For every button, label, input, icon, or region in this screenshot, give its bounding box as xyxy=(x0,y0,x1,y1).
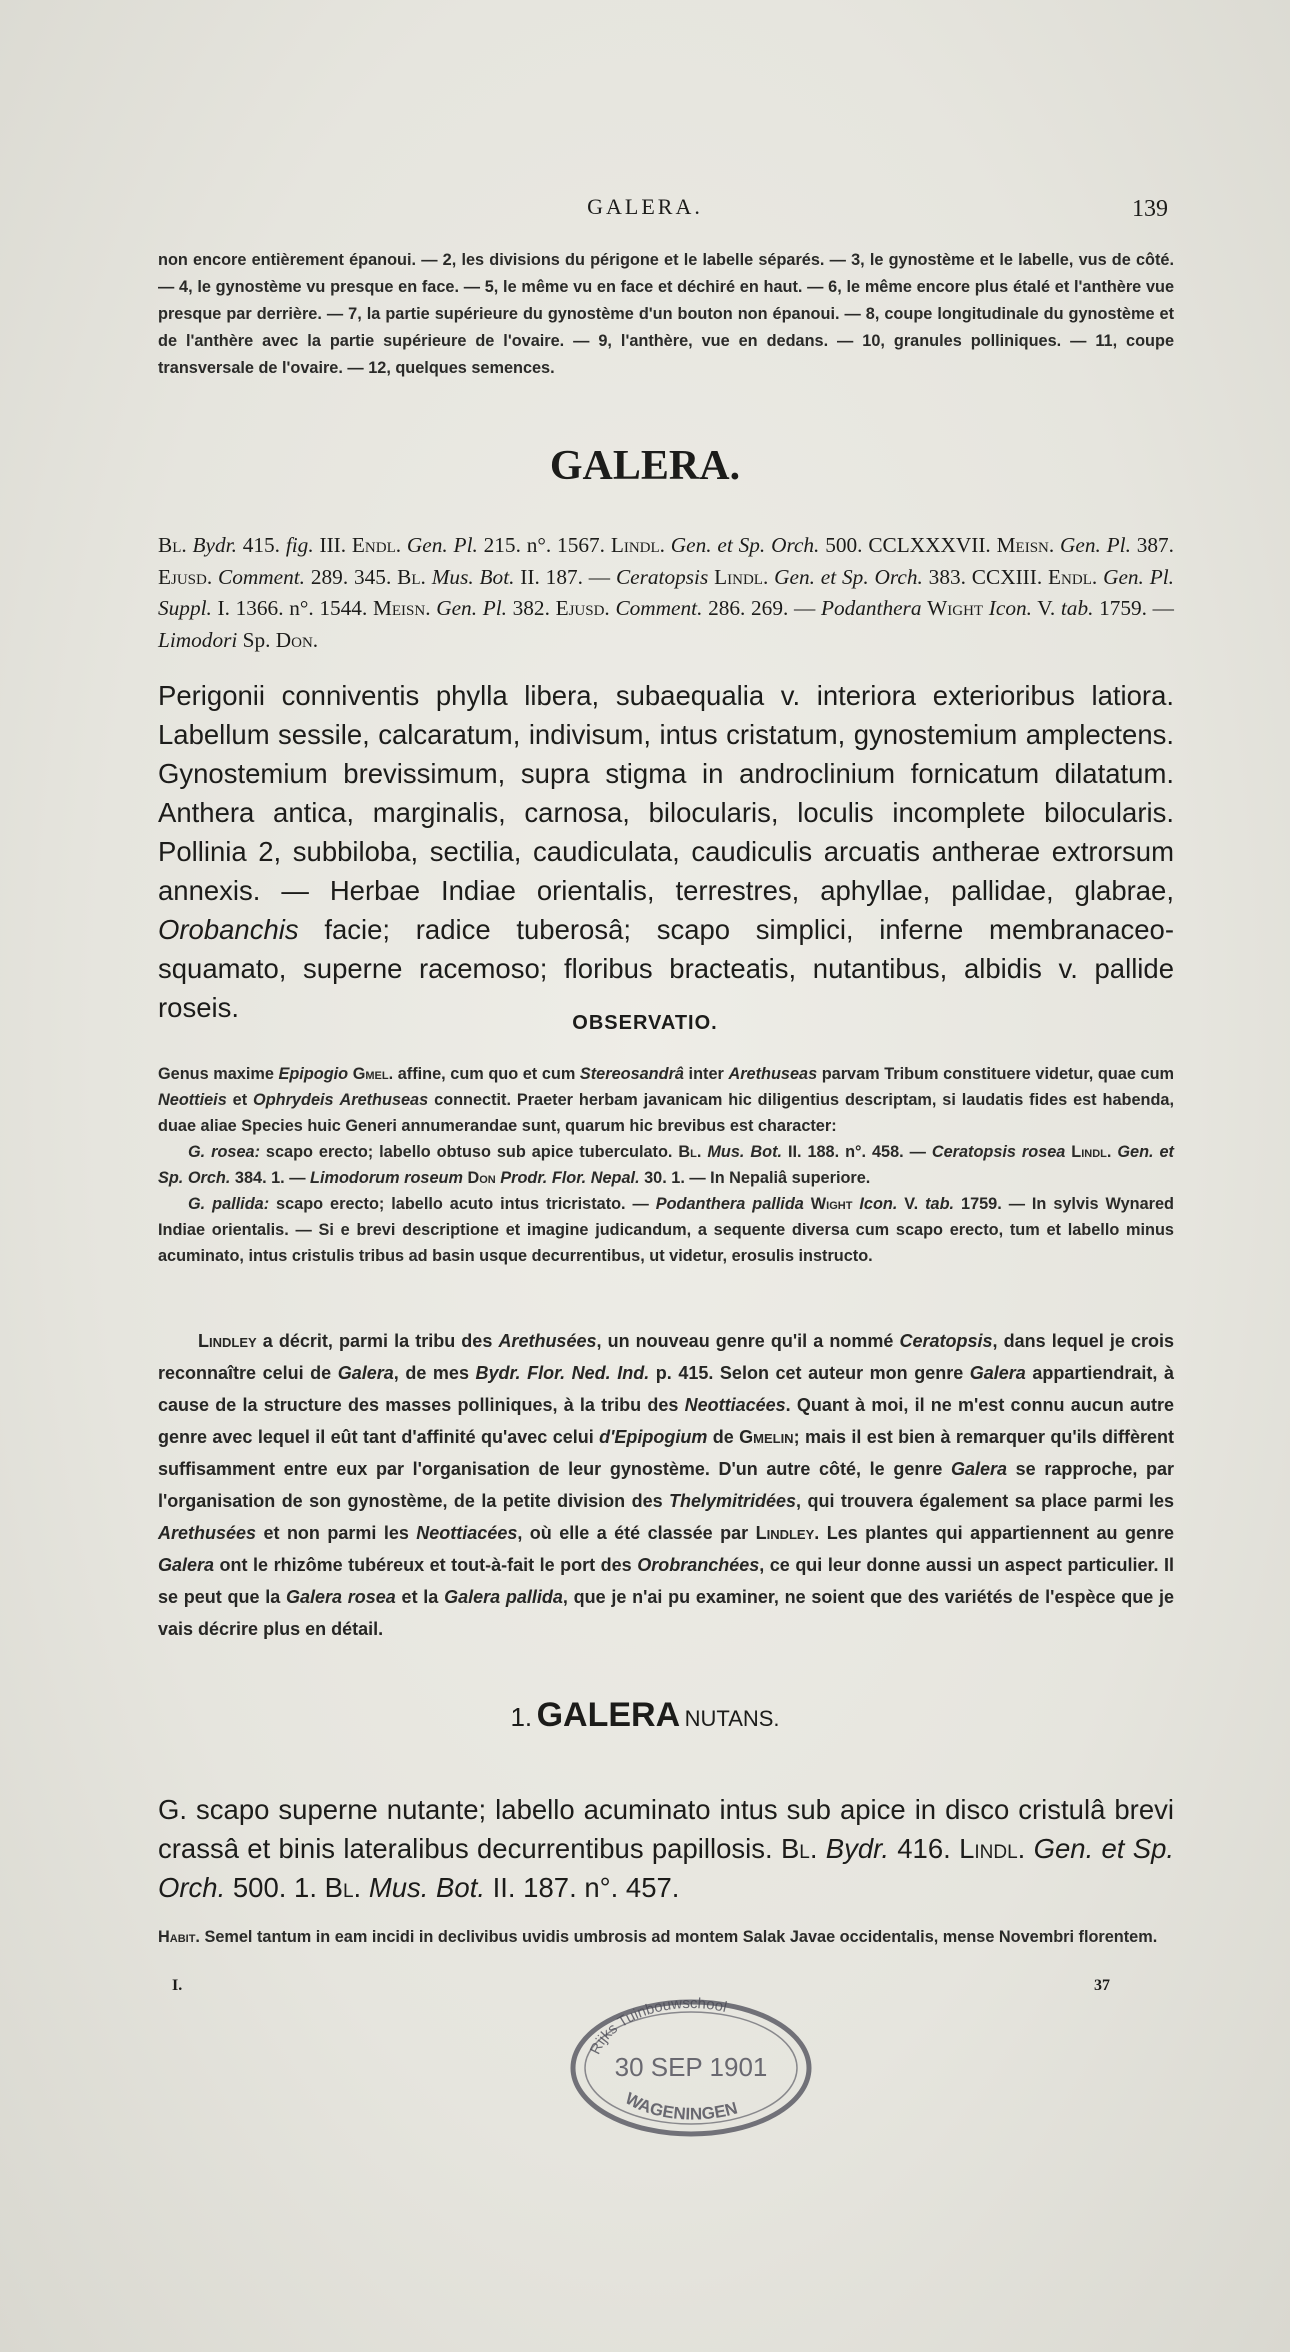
species-note-pallida: G. pallida: scapo erecto; labello acuto intus tricristato. — Podanthera pallida Wight Icon. V. tab. 1759. — In sylvis Wynared Indiae orientalis. — Si e brevi descriptione et imagine judicandum, a sequente diversa cum scapo erecto, tum et labello minus acuminato, intus cristulis tribus ad basin usque decurrentibus, ut videtur, erosulis instructo. xyxy=(158,1195,1174,1265)
genus-title: GALERA. xyxy=(549,443,741,489)
species-description: G. scapo superne nutante; labello acuminato intus sub apice in disco cristulâ brevi crassâ et binis lateralibus decurrentibus papillosis. Bl. Bydr. 416. Lindl. Gen. et Sp. Orch. 500. 1. Bl. Mus. Bot. II. 187. n°. 457. xyxy=(158,1794,1175,1903)
genus-description: Perigonii conniventis phylla libera, subaequalia v. interiora exterioribus latiora. Labellum sessile, calcaratum, indivisum, intus cristatum, gynostemium amplectens. Gynostemium brevissimum, supra stigma in androclinium fornicatum dilatatum. Anthera antica, marginalis, carnosa, bilocularis, loculis incomplete bilocularis. Pollinia 2, subbiloba, sectilia, caudiculata, caudiculis arcuatis antherae extrorsum annexis. — Herbae Indiae orientalis, terrestres, aphyllae, pallidae, glabrae, Orobanchis facie; radice tuberosâ; scapo simplici, inferne membranaceo-squamato, superne racemoso; floribus bracteatis, nutantibus, albidis v. pallide roseis. xyxy=(158,680,1174,1023)
species-note-rosea: G. rosea: scapo erecto; labello obtuso sub apice tuberculato. Bl. Mus. Bot. II. 188. n°. 458. — Ceratopsis rosea Lindl. Gen. et Sp. Orch. 384. 1. — Limodorum roseum Don Prodr. Flor. Nepal. 30. 1. — In Nepaliâ superiore. xyxy=(158,1143,1174,1187)
french-paragraph: Lindley a décrit, parmi la tribu des Arethusées, un nouveau genre qu'il a nommé Ceratopsis, dans lequel je crois reconnaître celui de Galera, de mes Bydr. Flor. Ned. Ind. p. 415. Selon cet auteur mon genre Galera appartiendrait, à cause de la structure des masses polliniques, à la tribu des Neottiacées. Quant à moi, il ne m'est connu aucun autre genre avec lequel il eût tant d'affinité qu'avec celui d'Epipogium de Gmelin; mais il est bien à remarquer qu'ils diffèrent suffisamment entre eux par l'organisation de leur gynostème. D'un autre côté, le genre Galera se rapproche, par l'organisation de son gynostème, de la petite division des Thelymitridées, qui trouvera également sa place parmi les Arethusées et non parmi les Neottiacées, où elle a été classée par Lindley. Les plantes qui appartiennent au genre Galera ont le rhizôme tubéreux et tout-à-fait le port des Orobranchées, ce qui leur donne aussi un aspect particulier. Il se peut que la Galera rosea et la Galera pallida, que je n'ai pu examiner, ne soient que des variétés de l'espèce que je vais décrire plus en détail. xyxy=(158,1331,1175,1639)
page-number: 139 xyxy=(1132,196,1168,222)
observatio-text xyxy=(158,1061,1174,1269)
species-title: 1. GALERA NUTANS. xyxy=(510,1696,780,1734)
signature-number: 37 xyxy=(1094,1977,1110,1994)
volume-marker: I. xyxy=(172,1977,183,1994)
running-title: GALERA. xyxy=(587,194,703,219)
library-stamp xyxy=(556,1990,826,2140)
observatio-heading: OBSERVATIO. xyxy=(572,1012,718,1034)
synonymy: Bl. Bydr. 415. fig. III. Endl. Gen. Pl. 215. n°. 1567. Lindl. Gen. et Sp. Orch. 500. CCLXXXVII. Meisn. Gen. Pl. 387. Ejusd. Comment. 289. 345. Bl. Mus. Bot. II. 187. — Ceratopsis Lindl. Gen. et Sp. Orch. 383. CCXIII. Endl. Gen. Pl. Suppl. I. 1366. n°. 1544. Meisn. Gen. Pl. 382. Ejusd. Comment. 286. 269. — Podanthera Wight Icon. V. tab. 1759. — Limodori Sp. Don. xyxy=(158,533,1175,652)
french-commentary xyxy=(158,1325,1174,1645)
stamp-bottom-text: WAGENINGEN xyxy=(622,2088,740,2124)
stamp-top-text: Rijks Tuinbouwschool xyxy=(586,1994,729,2058)
habitat-note: Habit. Semel tantum in eam incidi in declivibus uvidis umbrosis ad montem Salak Javae occidentalis, mense Novembri florentem. xyxy=(158,1928,1158,1946)
plate-caption: non encore entièrement épanoui. — 2, les divisions du périgone et le labelle séparés. — 3, le gynostème et le labelle, vus de côté. — 4, le gynostème vu presque en face. — 5, le même vu en face et déchiré en haut. — 6, le même encore plus étalé et l'anthère vue presque par derrière. — 7, la partie supérieure du gynostème d'un bouton non épanoui. — 8, coupe longitudinale du gynostème et de l'anthère avec la partie supérieure de l'ovaire. — 9, l'anthère, vue en dedans. — 10, granules polliniques. — 11, coupe transversale de l'ovaire. — 12, quelques semences. xyxy=(158,251,1174,377)
stamp-date: 30 SEP 1901 xyxy=(614,2052,768,2082)
observatio-paragraph: Genus maxime Epipogio Gmel. affine, cum quo et cum Stereosandrâ inter Arethuseas parvam Tribum constituere videtur, quae cum Neottieis et Ophrydeis Arethuseas connectit. Praeter herbam javanicam hic diligentius descriptam, si laudatis fides est habenda, duae aliae Species huic Generi annumerandae sunt, quarum hic brevibus est character: xyxy=(158,1065,1174,1135)
